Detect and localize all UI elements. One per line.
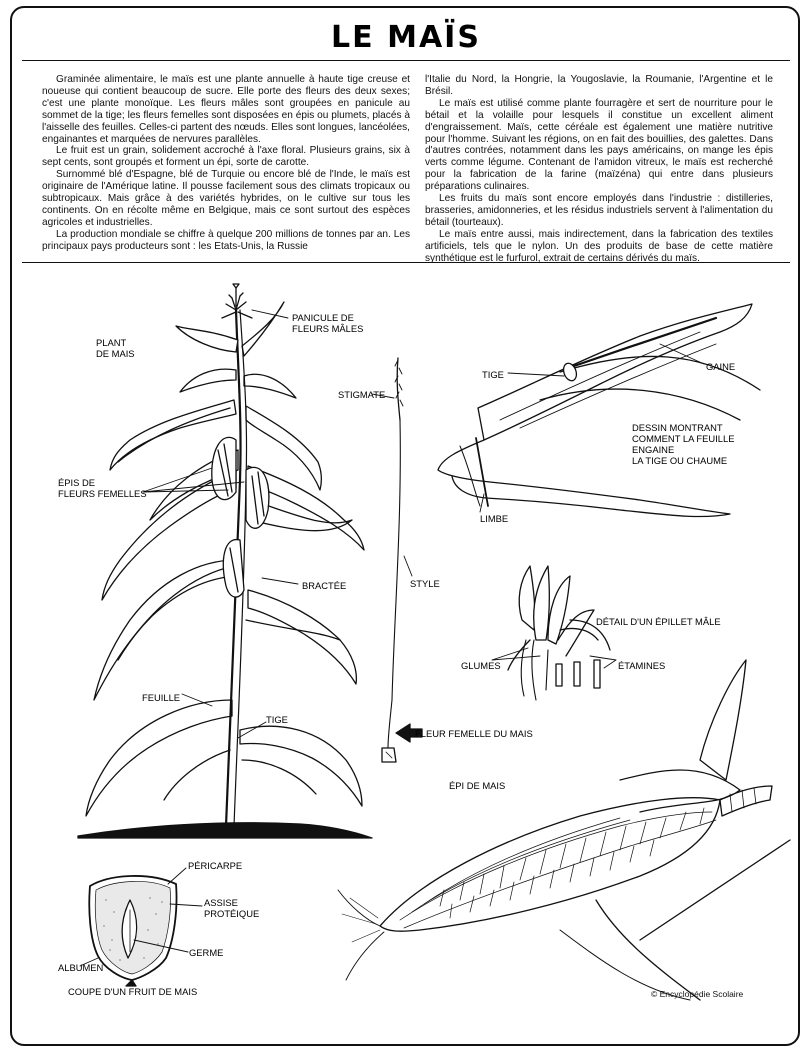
label-epillet: DÉTAIL D'UN ÉPILLET MÂLE — [596, 616, 721, 627]
label-dessin-1: DESSIN MONTRANT — [632, 422, 723, 433]
paragraph: Surnommé blé d'Espagne, blé de Turquie ou encore blé de l'Inde, le maïs est originaire de l'Amérique latine. Il pousse facilement sous des climats tropicaux ou subtropicaux. Mais grâce à des variétés hybrides, on le cultive sur tous les continents. On en récolte même en Belgique, mais ce sont surtout des espèces agricoles et industrielles. — [42, 169, 410, 228]
label-pericarpe: PÉRICARPE — [188, 860, 243, 871]
label-tige-sheath: TIGE — [482, 369, 504, 380]
label-limbe: LIMBE — [480, 513, 509, 524]
label-fleur-femelle: FLEUR FEMELLE DU MAIS — [415, 728, 533, 739]
leaf-sheath-drawing — [438, 304, 760, 517]
label-epis-1: ÉPIS DE — [58, 477, 95, 488]
label-style: STYLE — [410, 578, 440, 589]
label-coupe: COUPE D'UN FRUIT DE MAIS — [68, 986, 198, 997]
paragraph: Le maïs entre aussi, mais indirectement, dans la fabrication des textiles artificiels, tels que le nylon. Un des produits de base de cette matière synthétique est le furfurol, extrait de certains dérivés du maïs. — [425, 228, 773, 264]
label-epi: ÉPI DE MAIS — [449, 780, 506, 791]
label-assise-2: PROTÉIQUE — [204, 908, 260, 919]
page-title: LE MAÏS — [331, 20, 481, 55]
label-panicule-2: FLEURS MÂLES — [292, 323, 364, 334]
label-dessin-3: ENGAINE — [632, 444, 675, 455]
label-gaine: GAINE — [706, 361, 736, 372]
spikelet-drawing — [492, 566, 616, 700]
label-feuille: FEUILLE — [142, 692, 181, 703]
label-epis-2: FLEURS FEMELLES — [58, 488, 147, 499]
label-albumen: ALBUMEN — [58, 962, 104, 973]
label-dessin-2: COMMENT LA FEUILLE — [632, 433, 735, 444]
paragraph: Le maïs est utilisé comme plante fourragère et sert de nourriture pour le bétail et la volaille pour lesquels il constitue un excellent aliment d'engraissement. Maïs, cette céréale est également une matière nutritive pour l'homme. Suivant les régions, on en fait des bouillies, des galettes. Dans d'autres contrées, notamment dans les pays américains, on mange les épis verts comme légume. Contenant de l'amidon vitreux, le maïs est recherché pour la fabrication de la farine (maïzéna) qui entre dans plusieurs préparations culinaires. — [425, 97, 773, 193]
label-bractee: BRACTÉE — [302, 580, 347, 591]
corn-plant-drawing — [78, 284, 372, 838]
label-stigmate: STIGMATE — [338, 389, 386, 400]
paragraph: Le fruit est un grain, solidement accroché à l'axe floral. Plusieurs grains, six à sept cents, sont groupés et forment un épi, sorte de carotte. — [42, 145, 410, 169]
paragraph: Les fruits du maïs sont encore employés dans l'industrie : distilleries, brasseries, amidonneries, et les résidus industriels servent à l'alimentation du bétail (tourteaux). — [425, 193, 773, 228]
label-panicule-1: PANICULE DE — [292, 312, 354, 323]
paragraph: l'Italie du Nord, la Hongrie, la Yougoslavie, la Roumanie, l'Argentine et le Brésil. — [425, 74, 773, 97]
paragraph: La production mondiale se chiffre à quelque 200 millions de tonnes par an. Les principaux pays producteurs sont : les Etats-Unis, la Russie — [42, 228, 410, 252]
female-flower-drawing — [372, 358, 422, 762]
label-assise-1: ASSISE — [204, 897, 238, 908]
label-germe: GERME — [189, 947, 224, 958]
label-plant-2: DE MAIS — [96, 348, 135, 359]
label-tige: TIGE — [266, 714, 288, 725]
label-etamines: ÉTAMINES — [618, 660, 666, 671]
paragraph: Graminée alimentaire, le maïs est une plante annuelle à haute tige creuse et noueuse qui contient beaucoup de sucre. Elle porte des fleurs des deux sexes; c'est une plante monoïque. Les fleurs mâles sont groupées en panicule au sommet de la tige; les fleurs femelles sont disposées en épis ou plumets, placés à l'aisselle des feuilles. Celles-ci partent des nœuds. Elles sont longues, lancéolées, engainantes et marquées de nervures parallèles. — [42, 74, 410, 145]
label-plant-1: PLANT — [96, 337, 127, 348]
copyright-notice: © Encyclopédie Scolaire — [651, 989, 744, 999]
label-dessin-4: LA TIGE OU CHAUME — [632, 455, 728, 466]
corn-ear-drawing — [338, 660, 790, 1000]
label-glumes: GLUMES — [461, 660, 501, 671]
